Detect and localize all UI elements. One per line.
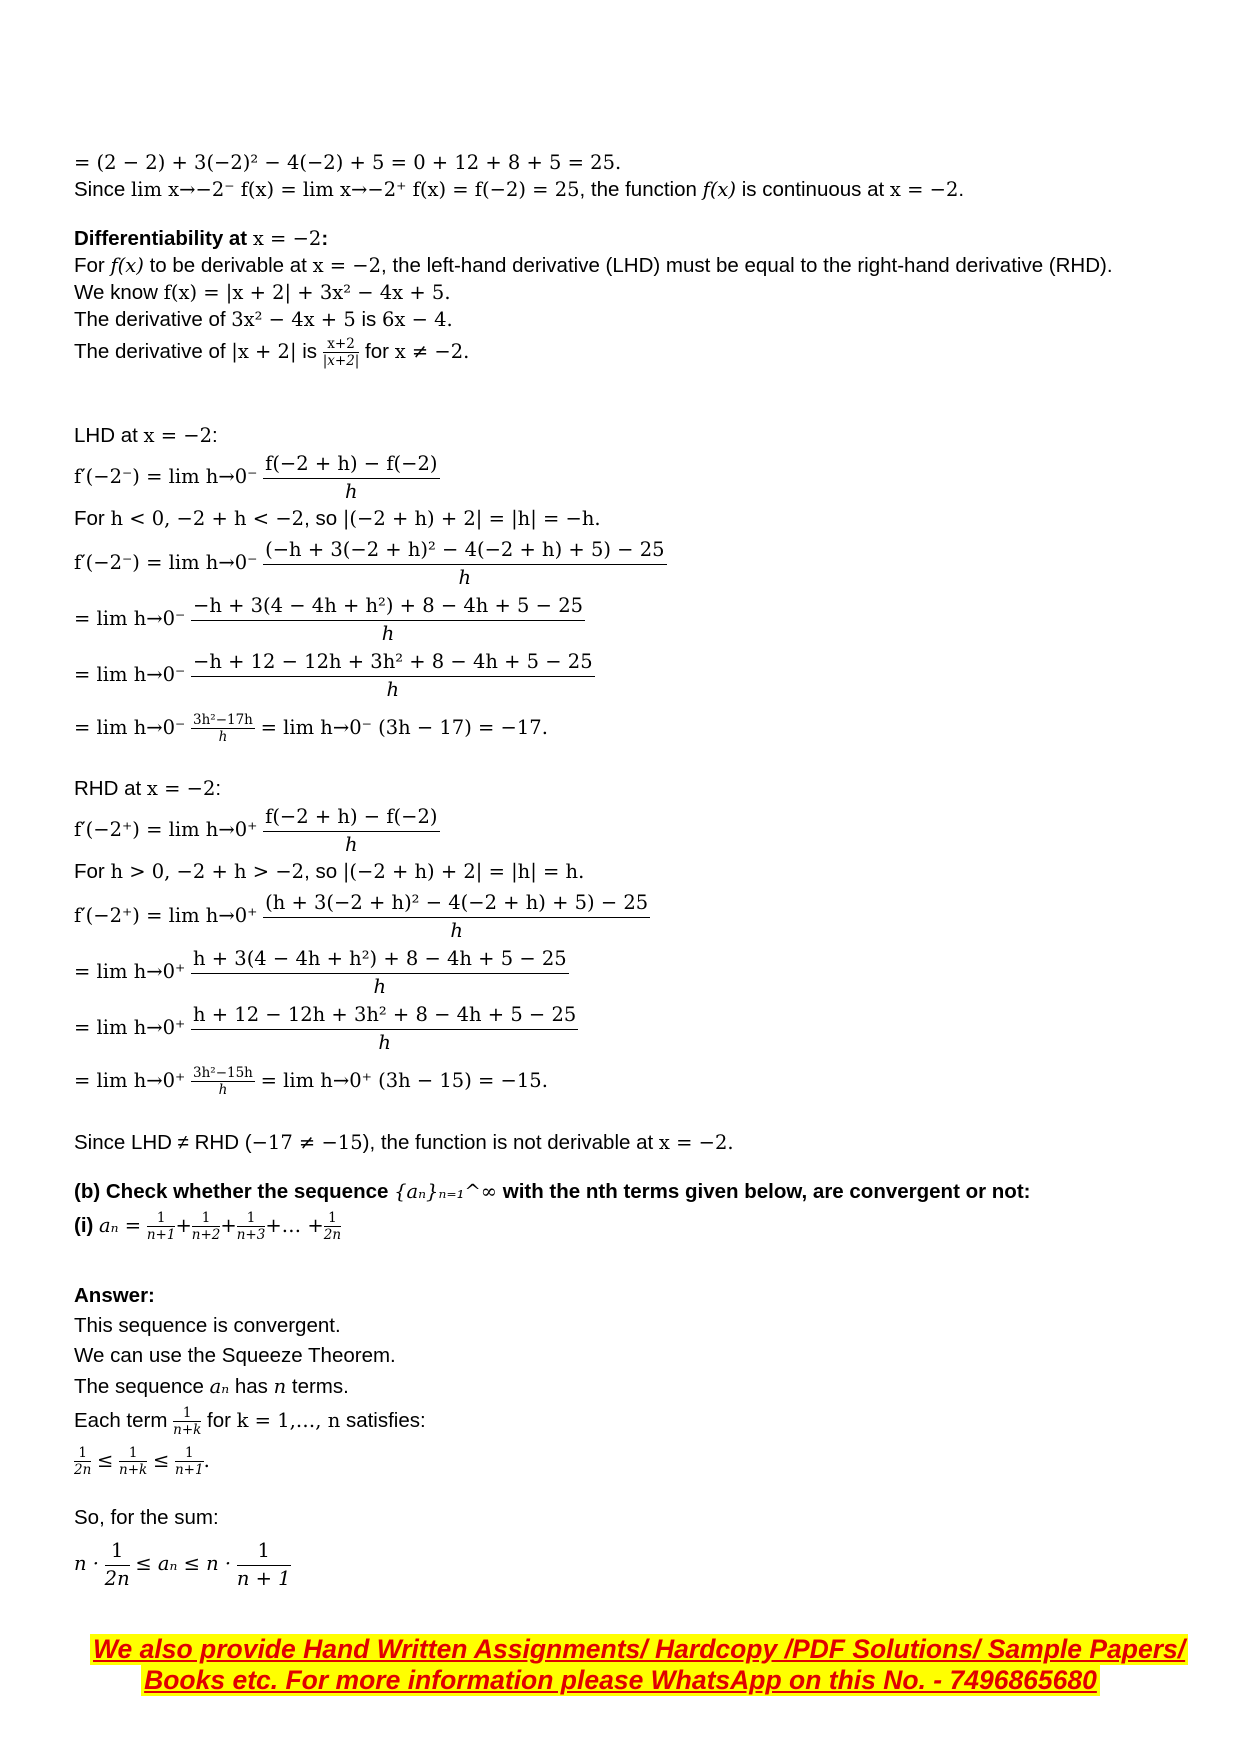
fraction [74, 1445, 91, 1478]
text: For [74, 507, 111, 530]
math-expr: = lim h→0⁻ [74, 715, 186, 739]
fraction [191, 945, 569, 1000]
fraction-denominator: n+k [173, 1422, 202, 1438]
math-expr: ≤ aₙ ≤ n · [135, 1551, 232, 1575]
lhd-heading [74, 423, 218, 449]
fraction [263, 889, 650, 944]
fraction-numerator: 3h²−17h [193, 712, 253, 728]
text: to be derivable at [143, 254, 313, 277]
text: Each term [74, 1408, 174, 1432]
fraction-numerator: 1 [237, 1210, 266, 1227]
math-expr: f(x) = |x + 2| + 3x² − 4x + 5. [163, 281, 451, 304]
text: : [215, 777, 222, 800]
text: for [359, 339, 395, 363]
fraction [119, 1445, 147, 1478]
text: , the left-hand derivative (LHD) must be equal to the right-hand derivative (RHD). [381, 254, 1113, 277]
fraction-denominator: h [373, 975, 387, 998]
fraction [191, 712, 255, 745]
text: We can use the Squeeze Theorem. [74, 1344, 396, 1367]
fraction [191, 592, 585, 647]
text: The sequence [74, 1375, 210, 1398]
differentiability-line-2 [74, 280, 451, 306]
text: For [74, 254, 111, 277]
fraction-numerator: −h + 12 − 12h + 3h² + 8 − 4h + 5 − 25 [191, 648, 595, 677]
question-text: with the nth terms given below, are convergent or not: [497, 1180, 1031, 1203]
fraction-numerator: 1 [175, 1445, 204, 1462]
question-text: (b) Check whether the sequence [74, 1180, 395, 1203]
rhd-step-3 [74, 1001, 578, 1056]
math-expr: |(−2 + h) + 2| = |h| = −h. [342, 507, 601, 530]
text: : [211, 424, 218, 447]
fraction-numerator: 1 [74, 1445, 91, 1462]
math-expr: x = −2. [658, 1131, 734, 1154]
answer-line-3 [74, 1374, 349, 1400]
math-expr: = lim h→0⁺ (3h − 15) = −15. [260, 1068, 548, 1092]
math-expr: 3x² − 4x + 5 [231, 308, 356, 331]
math-expr: f′(−2⁺) = lim h→0⁺ [74, 903, 258, 927]
answer-line-4 [74, 1405, 426, 1438]
math-expr: = lim h→0⁻ [74, 662, 186, 686]
fraction [147, 1210, 176, 1243]
fraction [191, 648, 595, 703]
text: is continuous at [736, 178, 890, 201]
fraction-numerator: 1 [119, 1445, 147, 1462]
text: satisfies: [340, 1408, 426, 1432]
fraction-numerator: 1 [105, 1537, 130, 1566]
fraction-numerator: 1 [147, 1210, 176, 1227]
fraction [263, 450, 439, 505]
math-expr: ≤ [152, 1448, 170, 1472]
fraction [263, 536, 666, 591]
fraction-numerator: f(−2 + h) − f(−2) [263, 450, 439, 479]
math-expr: f′(−2⁻) = lim h→0⁻ [74, 550, 258, 574]
math-expr: ≤ [97, 1448, 114, 1472]
text: So, for the sum: [74, 1506, 219, 1529]
rhd-step-1 [74, 889, 650, 944]
answer-line-1 [74, 1313, 341, 1339]
fraction-denominator: |x+2| [322, 353, 360, 369]
fraction-denominator: n+3 [236, 1227, 266, 1243]
rhd-condition [74, 859, 584, 885]
fraction-denominator: n + 1 [236, 1567, 291, 1590]
answer-inequality [74, 1445, 210, 1478]
fraction [263, 803, 439, 858]
text: Since [74, 178, 131, 201]
fraction-numerator: −h + 3(4 − 4h + h²) + 8 − 4h + 5 − 25 [191, 592, 585, 621]
fraction-denominator: h [345, 480, 358, 503]
fraction [191, 1001, 578, 1056]
fraction-denominator: h [218, 1082, 228, 1098]
rhd-step-4 [74, 1065, 548, 1098]
math-expr: 6x − 4. [381, 308, 453, 331]
answer-heading [74, 1283, 155, 1309]
math-expr: . [203, 1448, 210, 1472]
fraction-numerator: 3h²−15h [193, 1065, 253, 1081]
fraction-numerator: h + 3(4 − 4h + h²) + 8 − 4h + 5 − 25 [191, 945, 569, 974]
lhd-step-1 [74, 536, 667, 591]
differentiability-line-3 [74, 307, 453, 333]
fraction-numerator: 1 [237, 1537, 291, 1566]
fraction [175, 1445, 204, 1478]
differentiability-line-4 [74, 336, 469, 369]
differentiability-line-1 [74, 253, 1113, 279]
fraction-numerator: x+2 [323, 336, 360, 353]
math-expr: f′(−2⁻) = lim h→0⁻ [74, 464, 258, 488]
item-label: (i) [74, 1213, 100, 1237]
fraction [237, 1210, 266, 1243]
lhd-step-4 [74, 712, 548, 745]
text: , so [304, 860, 343, 883]
fraction [192, 1210, 221, 1243]
math-expr: {aₙ}ₙ₌₁^∞ [394, 1180, 498, 1203]
fraction [323, 336, 360, 369]
text: This sequence is convergent. [74, 1314, 341, 1337]
continuity-since-line [74, 177, 964, 203]
text: is [355, 308, 382, 331]
answer-sum-inequality [74, 1537, 291, 1592]
fraction-denominator: h [458, 566, 472, 589]
math-expr: +… + [265, 1213, 324, 1237]
math-expr: x = −2 [252, 227, 322, 250]
fraction-denominator: n+2 [191, 1227, 221, 1243]
text: LHD at [74, 424, 144, 447]
answer-line-2 [74, 1343, 396, 1369]
text: ), the function is not derivable at [362, 1131, 659, 1154]
lhd-definition [74, 450, 440, 505]
text: We know [74, 281, 164, 304]
math-expr: x ≠ −2. [394, 339, 470, 363]
fraction-numerator: h + 12 − 12h + 3h² + 8 − 4h + 5 − 25 [191, 1001, 578, 1030]
fraction-denominator: 2n [104, 1567, 130, 1590]
rhd-definition [74, 803, 440, 858]
fraction-denominator: h [381, 622, 395, 645]
footer-line-2: Books etc. For more information please WhatsApp on this No. - 7496865680 [141, 1665, 1100, 1696]
math-expr: |x + 2| [231, 339, 297, 363]
text: . [958, 178, 965, 201]
lhd-condition [74, 506, 601, 532]
footer-line-1: We also provide Hand Written Assignments/ Hardcopy /PDF Solutions/ Sample Papers/ [90, 1634, 1188, 1665]
fraction-denominator: 2n [74, 1462, 92, 1478]
math-expr: = lim h→0⁺ [74, 1068, 186, 1092]
fraction-numerator: 1 [192, 1210, 221, 1227]
rhd-heading [74, 776, 221, 802]
fraction-numerator: 1 [324, 1210, 341, 1227]
math-expr: x = −2 [143, 424, 212, 447]
math-expr: x = −2 [146, 777, 216, 800]
fraction-denominator: 2n [323, 1227, 342, 1243]
continuity-calc-line [74, 150, 621, 176]
fraction [324, 1210, 341, 1243]
math-expr: x = −2 [889, 178, 959, 201]
text: Since LHD ≠ RHD ( [74, 1131, 252, 1154]
text: , so [304, 507, 343, 530]
text: terms. [286, 1375, 349, 1398]
math-expr: h > 0, −2 + h > −2 [110, 860, 305, 883]
part-b-question [74, 1179, 1031, 1205]
text: for [201, 1408, 237, 1432]
math-expr: x = −2 [312, 254, 382, 277]
math-expr: aₙ = [99, 1213, 142, 1237]
text: For [74, 860, 111, 883]
fraction-numerator: (−h + 3(−2 + h)² − 4(−2 + h) + 5) − 25 [263, 536, 666, 565]
math-expr: f′(−2⁺) = lim h→0⁺ [74, 817, 258, 841]
fraction [173, 1405, 201, 1438]
text: has [229, 1375, 274, 1398]
math-expr: = lim h→0⁺ [74, 959, 186, 983]
footer-notice [90, 1634, 1186, 1696]
math-expr: = lim h→0⁻ (3h − 17) = −17. [260, 715, 548, 739]
fraction-numerator: f(−2 + h) − f(−2) [263, 803, 439, 832]
text: The derivative of [74, 308, 232, 331]
math-expr: f(x) [110, 254, 144, 277]
text: RHD at [74, 777, 147, 800]
lhd-step-3 [74, 648, 595, 703]
fraction [105, 1537, 130, 1592]
lhd-step-2 [74, 592, 585, 647]
fraction-numerator: (h + 3(−2 + h)² − 4(−2 + h) + 5) − 25 [263, 889, 650, 918]
fraction-denominator: h [386, 678, 400, 701]
fraction-denominator: n+1 [146, 1227, 176, 1243]
differentiability-heading [74, 226, 328, 252]
fraction-denominator: h [345, 833, 358, 856]
math-expr: aₙ [209, 1375, 230, 1398]
math-expr: n [273, 1375, 287, 1398]
text: The derivative of [74, 339, 232, 363]
part-b-item-i: (i) aₙ = $\frac{1}{n+1}$ + $\frac{1}{n+2}$ + $\frac{1}{n+3}$ +… + $\frac{1}{2n}$ [74, 1210, 342, 1243]
math-expr: n · [74, 1551, 99, 1575]
heading-text: Answer: [74, 1284, 155, 1307]
fraction-denominator: h [450, 919, 463, 942]
answer-sum-intro [74, 1505, 219, 1531]
text: , the function [579, 178, 703, 201]
math-expr: k = 1,…, n [236, 1408, 341, 1432]
math-expr: lim x→−2⁻ f(x) = lim x→−2⁺ f(x) = f(−2) = 25 [130, 178, 580, 201]
math-expr: f(x) [702, 178, 737, 201]
derivability-conclusion [74, 1130, 734, 1156]
fraction [191, 1065, 255, 1098]
text: is [296, 339, 323, 363]
math-expr: = lim h→0⁺ [74, 1015, 186, 1039]
fraction [237, 1537, 291, 1592]
math-expr: h < 0, −2 + h < −2 [110, 507, 305, 530]
continuity-calc: = (2 − 2) + 3(−2)² − 4(−2) + 5 = 0 + 12 + 8 + 5 = 25. [74, 151, 622, 174]
math-expr: |(−2 + h) + 2| = |h| = h. [342, 860, 585, 883]
heading-text: : [321, 227, 329, 250]
fraction-numerator: 1 [173, 1405, 201, 1422]
fraction-denominator: h [378, 1031, 391, 1054]
fraction-denominator: n+k [119, 1462, 148, 1478]
heading-text: Differentiability at [74, 227, 253, 250]
fraction-denominator: n+1 [174, 1462, 204, 1478]
math-expr: −17 ≠ −15 [251, 1131, 363, 1154]
rhd-step-2 [74, 945, 569, 1000]
fraction-denominator: h [218, 729, 228, 745]
math-expr: = lim h→0⁻ [74, 606, 186, 630]
